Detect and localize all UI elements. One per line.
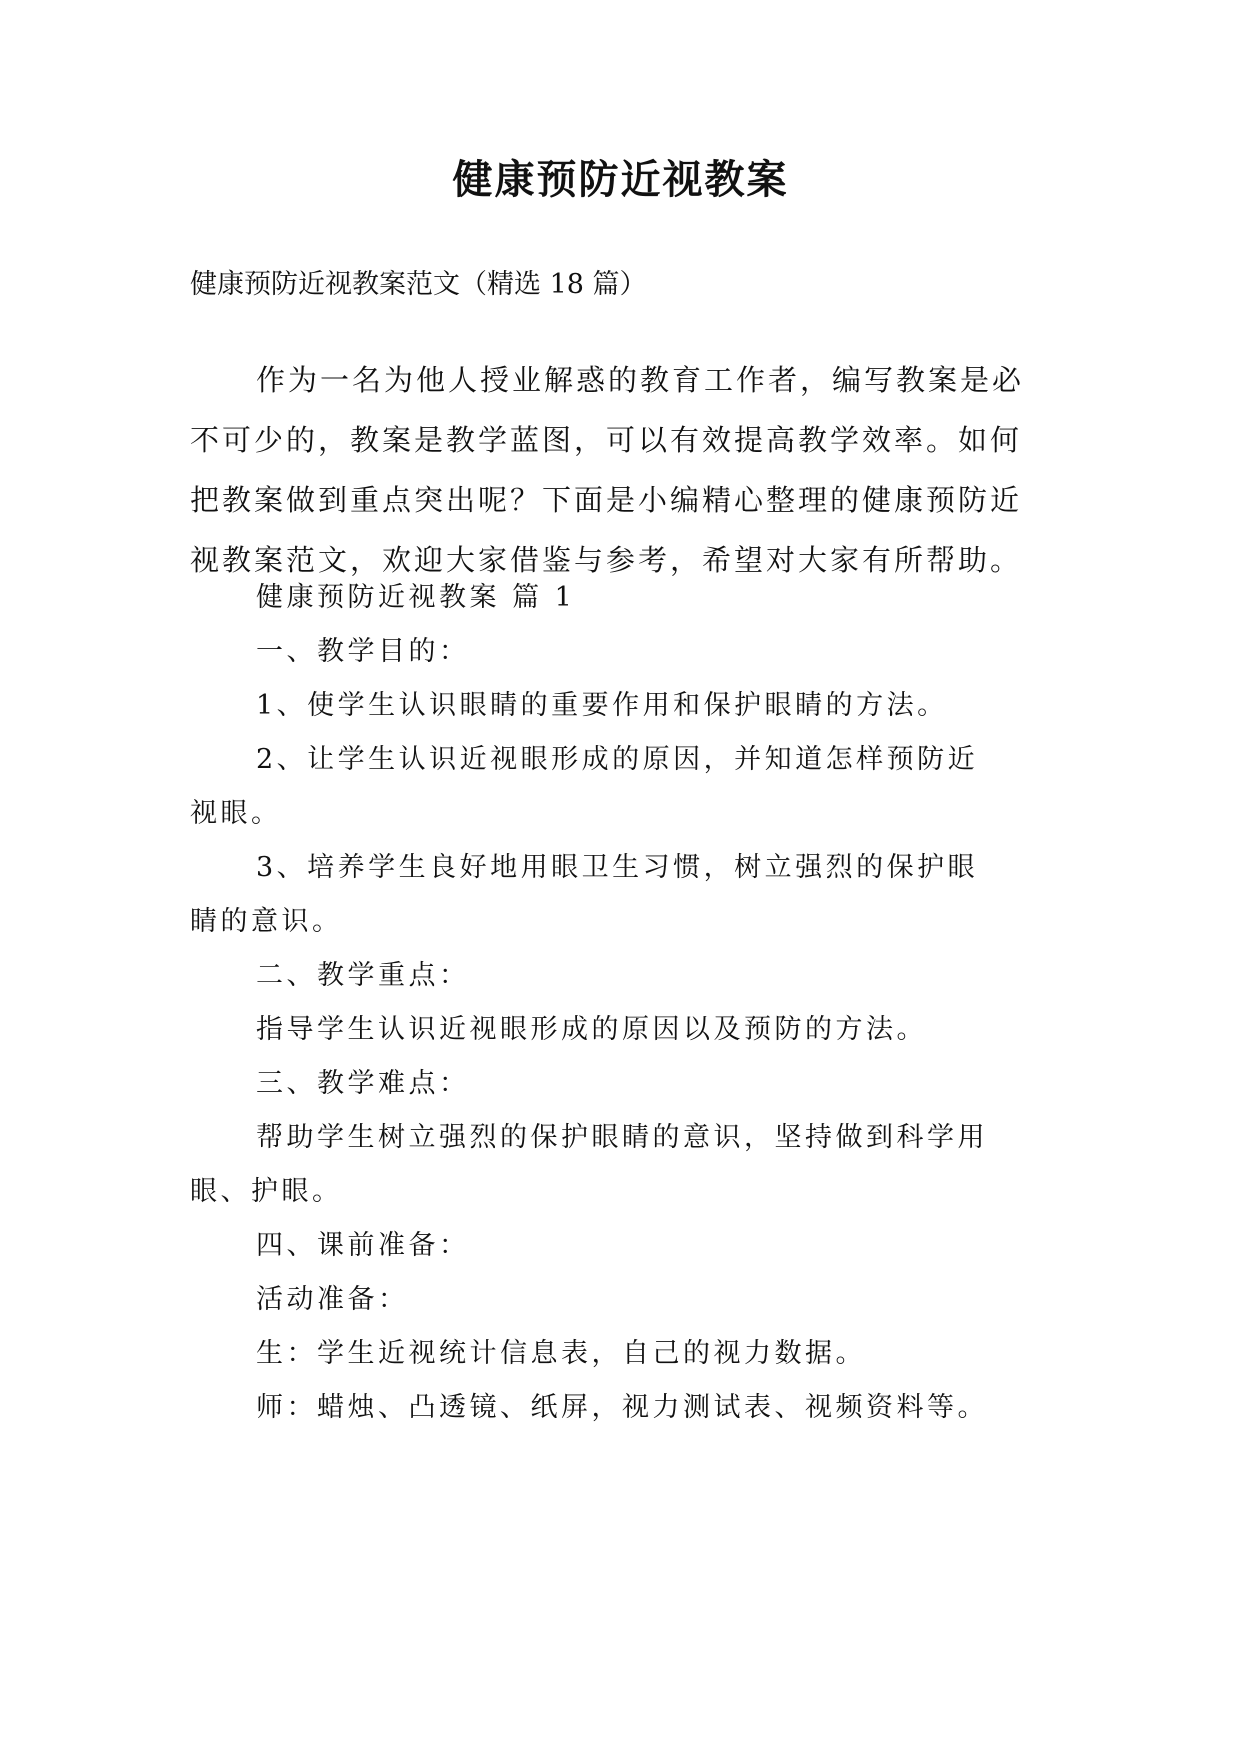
prep-heading: 四、课前准备： xyxy=(256,1230,470,1261)
goal-item-2-line-2: 视眼。 xyxy=(190,798,282,829)
section-heading: 健康预防近视教案 篇 1 xyxy=(256,582,576,613)
difficulty-text-line-1: 帮助学生树立强烈的保护眼睛的意识，坚持做到科学用 xyxy=(256,1122,988,1153)
goal-item-1: 1、使学生认识眼睛的重要作用和保护眼睛的方法。 xyxy=(256,690,948,721)
intro-paragraph: 作为一名为他人授业解惑的教育工作者，编写教案是必不可少的，教案是教学蓝图，可以有效提高教学效率。如何把教案做到重点突出呢？下面是小编精心整理的健康预防近视教案范文，欢迎大家借鉴与参考，希望对大家有所帮助。 xyxy=(190,363,1025,577)
focus-heading: 二、教学重点： xyxy=(256,960,470,991)
student-prep: 生：学生近视统计信息表，自己的视力数据。 xyxy=(256,1338,866,1369)
teacher-prep: 师：蜡烛、凸透镜、纸屏，视力测试表、视频资料等。 xyxy=(256,1392,988,1423)
goal-item-2-line-1: 2、让学生认识近视眼形成的原因，并知道怎样预防近 xyxy=(256,744,979,775)
difficulty-text-line-2: 眼、护眼。 xyxy=(190,1176,343,1207)
document-title: 健康预防近视教案 xyxy=(452,156,789,203)
document-subtitle: 健康预防近视教案范文（精选 18 篇） xyxy=(190,269,647,300)
goal-heading: 一、教学目的： xyxy=(256,636,470,667)
activity-heading: 活动准备： xyxy=(256,1284,409,1315)
goal-item-3-line-1: 3、培养学生良好地用眼卫生习惯，树立强烈的保护眼 xyxy=(256,852,979,883)
goal-item-3-line-2: 睛的意识。 xyxy=(190,906,343,937)
focus-text: 指导学生认识近视眼形成的原因以及预防的方法。 xyxy=(256,1014,927,1045)
difficulty-heading: 三、教学难点： xyxy=(256,1068,470,1099)
